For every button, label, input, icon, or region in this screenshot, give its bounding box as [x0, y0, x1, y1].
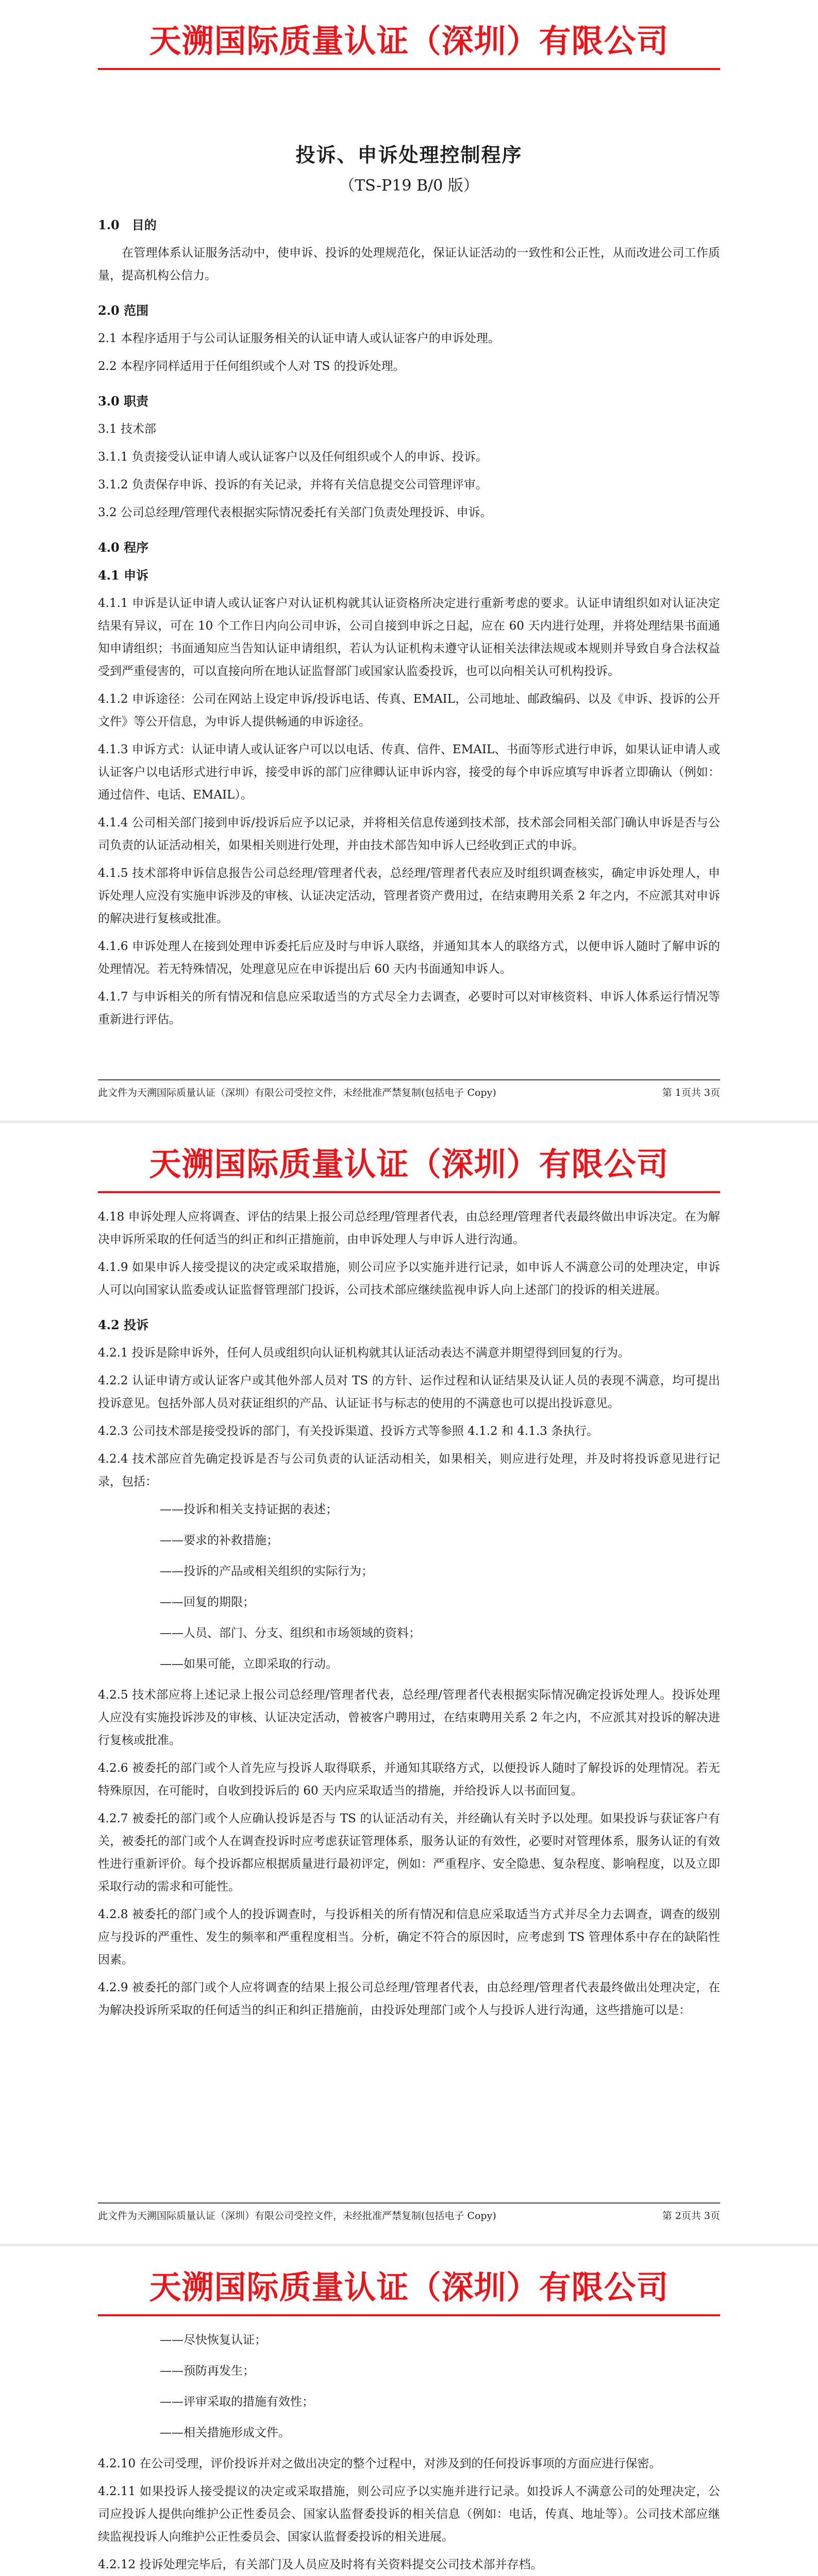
- paragraph: 4.2.10 在公司受理，评价投诉并对之做出决定的整个过程中，对涉及到的任何投诉事项的方面应进行保密。: [98, 2457, 661, 2470]
- header-rule: [98, 68, 720, 70]
- page-footer: [98, 2202, 720, 2223]
- section-heading: 3.0 职责: [98, 394, 149, 409]
- header-rule: [98, 2314, 720, 2316]
- paragraph: 4.18 申诉处理人应将调查、评估的结果上报公司总经理/管理者代表，由总经理/管理者代表最终做出申诉决定。在为解决申诉所采取的任何适当的纠正和纠正措施前，由申诉处理人与申诉人进行沟通。: [98, 1210, 720, 1246]
- document-code: （TS-P19 B/0 版）: [339, 177, 479, 195]
- paragraph: 4.1.5 技术部将申诉信息报告公司总经理/管理者代表，总经理/管理者代表应及时组织调查核实，确定申诉处理人，申诉处理人应没有实施申诉涉及的审核、认证决定活动，管理者资产费用过，在结束聘用关系 2 年之内，不应派其对申诉的解决进行复核或批准。: [98, 867, 720, 925]
- paragraph: 4.1.4 公司相关部门接到申诉/投诉后应予以记录，并将相关信息传递到技术部，技术部会同相关部门确认申诉是否与公司负责的认证活动相关，如果相关则进行处理，并由技术部告知申诉人已经收到正式的申诉。: [98, 816, 720, 852]
- page-number: 第 1页共 3页: [662, 1087, 720, 1098]
- subsection-heading: 4.2 投诉: [98, 1317, 149, 1332]
- document-page-2: [0, 1123, 818, 2244]
- paragraph: 4.2.5 技术部应将上述记录上报公司总经理/管理者代表，总经理/管理者代表根据实际情况确定投诉处理人。投诉处理人应没有实施投诉涉及的审核、认证决定活动，曾被客户聘用过，在结束聘用关系 2 年之内，不应派其对投诉的解决进行复核或批准。: [98, 1688, 720, 1747]
- paragraph: 4.1.2 申诉途径：公司在网站上设定申诉/投诉电话、传真、EMAIL，公司地址、邮政编码、以及《申诉、投诉的公开文件》等公开信息，为申诉人提供畅通的申诉途径。: [98, 692, 720, 728]
- paragraph: 4.2.11 如果投诉人接受提议的决定或采取措施，则公司应予以实施并进行记录。如投诉人不满意公司的处理决定，公司应投诉人提供向维护公正性委员会、国家认监督委投诉的相关信息（例如：电话，传真、地址等）。公司技术部应继续监视投诉人向维护公正性委员会、国家认监督委投诉的相关进展。: [98, 2485, 720, 2544]
- paragraph: 4.2.6 被委托的部门或个人首先应与投诉人取得联系，并通知其联络方式，以便投诉人随时了解投诉的处理情况。若无特殊原因，在可能时，自收到投诉后的 60 天内应采取适当的措施，并给投诉人以书面回复。: [98, 1761, 720, 1798]
- list-item: ——投诉的产品或相关组织的实际行为；: [160, 1565, 373, 1578]
- paragraph: 2.1 本程序适用于与公司认证服务相关的认证申请人或认证客户的申诉处理。: [98, 332, 500, 345]
- page-body: [98, 1206, 720, 2027]
- paragraph: 4.1.3 申诉方式：认证申请人或认证客户可以以电话、传真、信件、EMAIL、书面等形式进行申诉，如果认证申请人或认证客户以电话形式进行申诉，接受申诉的部门应律卿认证申诉内容，接受的每个申诉应填写申诉者立即确认（例如：通过信件、电话、EMAIL）。: [98, 743, 720, 802]
- paragraph: 4.2.7 被委托的部门或个人应确认投诉是否与 TS 的认证活动有关，并经确认有关时予以处理。如果投诉与获证客户有关，被委托的部门或个人在调查投诉时应考虑获证管理体系，服务认证的有效性，必要时对管理体系，服务认证的有效性进行重新评价。每个投诉都应根据质量进行最初评定，例如：严重程序、安全隐患、复杂程度、影响程度，以及立即采取行动的需求和可能性。: [98, 1812, 720, 1893]
- paragraph: 4.2.2 认证申请方或认证客户或其他外部人员对 TS 的方针、运作过程和认证结果及认证人员的表现不满意，均可提出投诉意见。包括外部人员对获证组织的产品、认证证书与标志的使用的不满意也可以提出投诉意见。: [98, 1374, 720, 1410]
- list-item: ——要求的补救措施；: [160, 1534, 278, 1547]
- paragraph: 3.1.2 负责保存申诉、投诉的有关记录，并将有关信息提交公司管理评审。: [98, 478, 488, 492]
- footer-note: 此文件为天溯国际质量认证（深圳）有限公司受控文件，未经批准严禁复制(包括电子 Copy): [98, 1087, 496, 1098]
- paragraph: 4.2.4 技术部应首先确定投诉是否与公司负责的认证活动相关，如果相关，则应进行处理，并及时将投诉意见进行记录，包括：: [98, 1452, 720, 1488]
- paragraph: 4.2.1 投诉是除申诉外，任何人员或组织向认证机构就其认证活动表达不满意并期望得到回复的行为。: [98, 1346, 630, 1360]
- paragraph: 3.2 公司总经理/管理代表根据实际情况委托有关部门负责处理投诉、申诉。: [98, 506, 492, 519]
- document-title: 投诉、申诉处理控制程序: [295, 143, 523, 166]
- list-item: ——如果可能，立即采取的行动。: [160, 1657, 338, 1671]
- company-name: 天溯国际质量认证（深圳）有限公司: [149, 22, 669, 60]
- section-heading: 1.0 目的: [98, 217, 157, 232]
- list-item: ——预防再发生；: [160, 2364, 255, 2378]
- list-item: ——相关措施形成文件。: [160, 2426, 290, 2439]
- page-number: 第 2页共 3页: [662, 2210, 720, 2222]
- page-body: [98, 2329, 720, 2576]
- paragraph: 4.2.9 被委托的部门或个人应将调查的结果上报公司总经理/管理者代表，由总经理/管理者代表最终做出处理决定，在为解决投诉所采取的任何适当的纠正和纠正措施前，由投诉处理部门或个人与投诉人进行沟通，这些措施可以是：: [98, 1981, 720, 2017]
- list-item: ——回复的期限；: [160, 1596, 255, 1609]
- list-item: ——人员、部门、分支、组织和市场领域的资料；: [160, 1626, 421, 1640]
- paragraph: 3.1 技术部: [98, 422, 156, 436]
- subsection-heading: 4.1 申诉: [98, 568, 149, 583]
- company-name: 天溯国际质量认证（深圳）有限公司: [149, 1145, 669, 1183]
- paragraph: 4.1.7 与申诉相关的所有情况和信息应采取适当的方式尽全力去调查，必要时可以对审核资料、申诉人体系运行情况等重新进行评估。: [98, 990, 720, 1026]
- section-heading: 4.0 程序: [98, 540, 149, 555]
- page-footer: [98, 1079, 720, 1100]
- page-header: [0, 21, 818, 62]
- header-rule: [98, 1191, 720, 1193]
- paragraph: 在管理体系认证服务活动中，使申诉、投诉的处理规范化，保证认证活动的一致性和公正性，从而改进公司工作质量，提高机构公信力。: [98, 246, 720, 282]
- paragraph: 4.1.6 申诉处理人在接到处理申诉委托后应及时与申诉人联络，并通知其本人的联络方式，以便申诉人随时了解申诉的处理情况。若无特殊情况，处理意见应在申诉提出后 60 天内书面通知申诉人。: [98, 940, 720, 976]
- list-item: ——尽快恢复认证；: [160, 2333, 266, 2347]
- list-item: ——投诉和相关支持证据的表述；: [160, 1503, 338, 1516]
- paragraph: 3.1.1 负责接受认证申请人或认证客户以及任何组织或个人的申诉、投诉。: [98, 450, 488, 464]
- paragraph: 4.1.9 如果申诉人接受提议的决定或采取措施，则公司应予以实施并进行记录，如申诉人不满意公司的处理决定，申诉人可以向国家认监委或认证监督管理部门投诉，公司技术部应继续监视申诉人向上述部门的投诉的相关进展。: [98, 1261, 720, 1297]
- paragraph: 2.2 本程序同样适用于任何组织或个人对 TS 的投诉处理。: [98, 360, 405, 373]
- page-body: [98, 139, 720, 1036]
- paragraph: 4.2.12 投诉处理完毕后，有关部门及人员应及时将有关资料提交公司技术部并存档。: [98, 2558, 543, 2571]
- paragraph: 4.1.1 申诉是认证申请人或认证客户对认证机构就其认证资格所决定进行重新考虑的要求。认证申请组织如对认证决定结果有异议，可在 10 个工作日内向公司申诉，公司自接到申诉之日起，应在 60 天内进行处理，并将处理结果书面通知申请组织；书面通知应当告知认证申请组织，若认为认证机构未遵守认证相关法律法规或本规则并导致自身合法权益受到严重侵害的，可以直接向所在地认证监督部门或国家认监委投诉，也可以向相关认可机构投诉。: [98, 597, 720, 678]
- document-page-3: [0, 2246, 818, 2576]
- company-name: 天溯国际质量认证（深圳）有限公司: [149, 2268, 669, 2306]
- document-page-1: [0, 0, 818, 1121]
- paragraph: 4.2.3 公司技术部是接受投诉的部门，有关投诉渠道、投诉方式等参照 4.1.2 和 4.1.3 条执行。: [98, 1425, 599, 1438]
- list-item: ——评审采取的措施有效性；: [160, 2395, 314, 2409]
- page-header: [0, 2267, 818, 2308]
- footer-note: 此文件为天溯国际质量认证（深圳）有限公司受控文件，未经批准严禁复制(包括电子 Copy): [98, 2210, 496, 2222]
- section-heading: 2.0 范围: [98, 303, 149, 318]
- page-header: [0, 1144, 818, 1185]
- paragraph: 4.2.8 被委托的部门或个人的投诉调查时，与投诉相关的所有情况和信息应采取适当方式并尽全力去调查，调查的级别应与投诉的严重性、发生的频率和严重程度相当。分析，确定不符合的原因时，应考虑到 TS 管理体系中存在的缺陷性因素。: [98, 1908, 720, 1967]
